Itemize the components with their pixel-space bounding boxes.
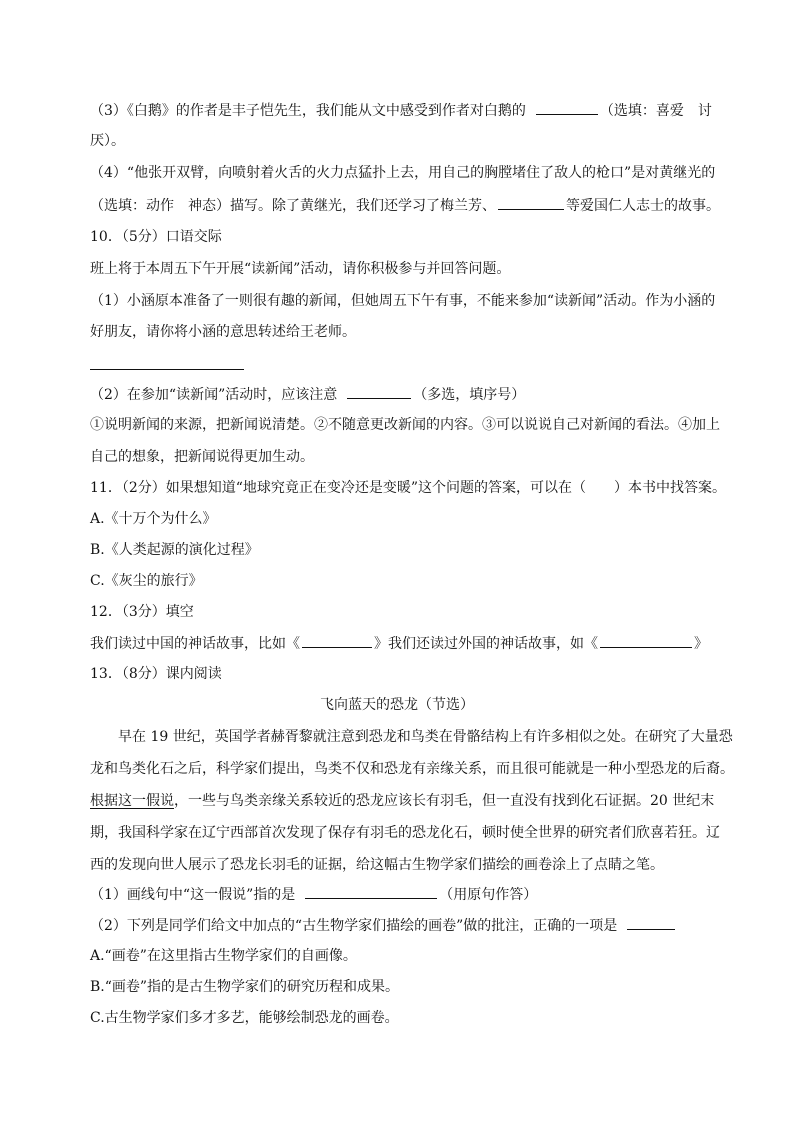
q12-fill-line: 我们读过中国的神话故事，比如《 》我们还读过外国的神话故事，如《 》 [90, 633, 708, 653]
q9-item4-line2: （选填：动作 神态）描写。除了黄继光，我们还学习了梅兰芳、 等爱国仁人志士的故事。 [90, 195, 720, 215]
q10-item1-line1: （1）小涵原本准备了一则很有趣的新闻，但她周五下午有事，不能来参加“读新闻”活动。作为小涵的 [90, 293, 716, 309]
answer-blank[interactable] [600, 633, 692, 648]
underlined-sentence: 根据这一假说 [90, 793, 174, 809]
q9-item4-line1: （4）“他张开双臂，向喷射着火舌的火力点猛扑上去，用自己的胸膛堵住了敌人的枪口”是对黄继光的 [90, 165, 716, 181]
q12-heading: 12．（3分）填空 [90, 604, 194, 620]
answer-line[interactable] [90, 369, 244, 370]
q10-options-line1: ①说明新闻的来源，把新闻说清楚。②不随意更改新闻的内容。③可以说说自己对新闻的看法。④加上 [90, 417, 720, 433]
q10-item2: （2）在参加“读新闻”活动时，应该注意 （多选，填序号） [90, 384, 525, 404]
q9-item3-line1: （3）《白鹅》的作者是丰子恺先生，我们能从文中感受到作者对白鹅的 （选填：喜爱 讨 [90, 100, 712, 120]
passage-line: 早在 19 世纪，英国学者赫胥黎就注意到恐龙和鸟类在骨骼结构上有许多相似之处。在研究了大量恐 [118, 729, 733, 745]
passage-line: 龙和鸟类化石之后，科学家们提出，鸟类不仅和恐龙有亲缘关系，而且很可能就是一种小型恐龙的后裔。 [90, 761, 734, 777]
passage-line: 期，我国科学家在辽宁西部首次发现了保存有羽毛的恐龙化石，顿时使全世界的研究者们欣喜若狂。辽 [90, 825, 720, 841]
q10-item1-line2: 好朋友，请你将小涵的意思转述给王老师。 [90, 324, 356, 340]
q9-item3-line2: 厌）。 [90, 133, 125, 149]
q13-option-c: C.古生物学家们多才多艺，能够绘制恐龙的画卷。 [90, 1010, 399, 1026]
q10-heading: 10．（5分）口语交际 [90, 229, 222, 245]
q11-option-a: A.《十万个为什么》 [90, 511, 217, 527]
q11-heading: 11．（2分）如果想知道“地球究竟正在变冷还是变暖”这个问题的答案，可以在（ ）本书中找答案。 [90, 480, 727, 496]
q13-item2: （2）下列是同学们给文中加点的“古生物学家们描绘的画卷”做的批注，正确的一项是 [90, 915, 677, 935]
answer-blank[interactable] [498, 195, 564, 210]
answer-blank[interactable] [305, 884, 437, 899]
answer-blank[interactable] [302, 633, 372, 648]
answer-blank[interactable] [347, 384, 411, 399]
passage-line: 根据这一假说，一些与鸟类亲缘关系较近的恐龙应该长有羽毛，但一直没有找到化石证据。20 世纪末 [90, 793, 715, 809]
q13-option-b: B.“画卷”指的是古生物学家们的研究历程和成果。 [90, 979, 400, 995]
passage-title: 飞向蓝天的恐龙（节选） [320, 697, 474, 713]
q10-options-line2: 自己的想象，把新闻说得更加生动。 [90, 449, 314, 465]
q11-option-b: B.《人类起源的演化过程》 [90, 542, 259, 558]
answer-blank[interactable] [536, 100, 598, 115]
q13-heading: 13．（8分）课内阅读 [90, 666, 222, 682]
q10-intro: 班上将于本周五下午开展“读新闻”活动，请你积极参与并回答问题。 [90, 261, 511, 277]
answer-blank[interactable] [627, 915, 675, 930]
q13-option-a: A.“画卷”在这里指古生物学家们的自画像。 [90, 948, 357, 964]
passage-line: 西的发现向世人展示了恐龙长羽毛的证据，给这幅古生物学家们描绘的画卷涂上了点睛之笔。 [90, 857, 664, 873]
q13-item1: （1）画线句中“这一假说”指的是 （用原句作答） [90, 884, 537, 904]
q11-option-c: C.《灰尘的旅行》 [90, 573, 203, 589]
